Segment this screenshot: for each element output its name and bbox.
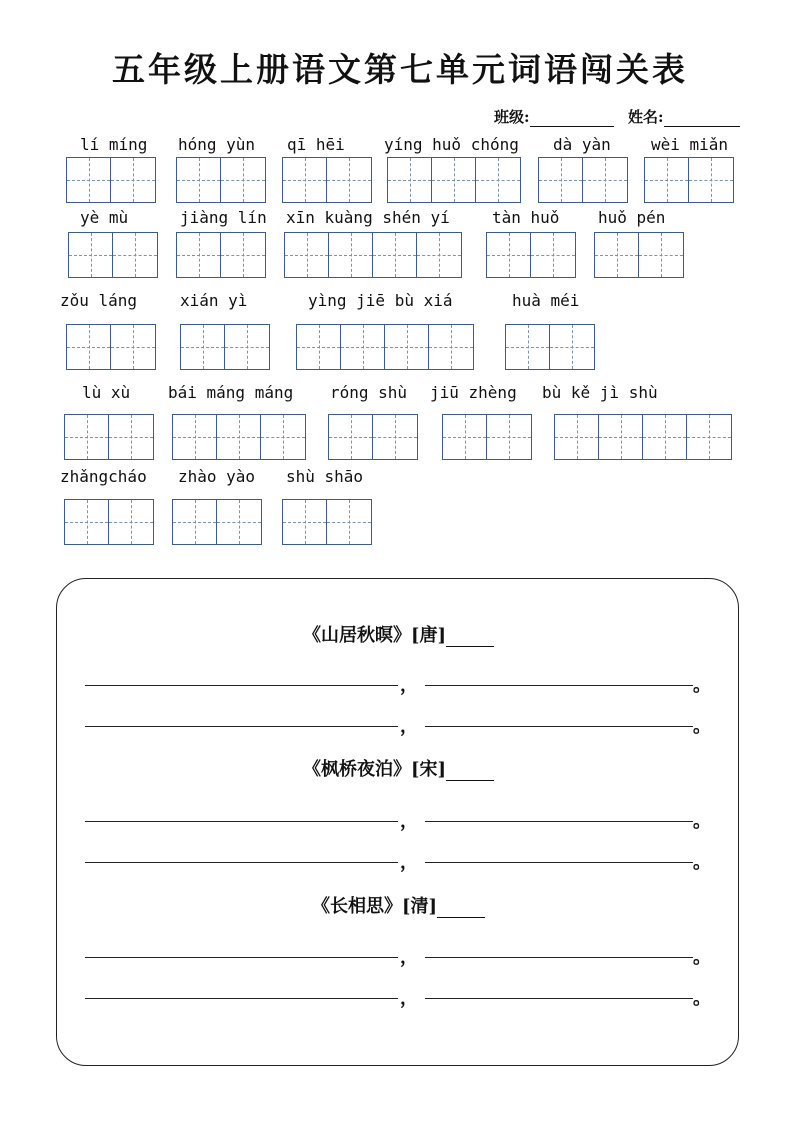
char-cell[interactable] bbox=[173, 500, 217, 544]
word-pinyin: jiàng lín bbox=[180, 208, 267, 227]
char-cell[interactable] bbox=[109, 500, 153, 544]
char-cell[interactable] bbox=[639, 233, 683, 277]
comma: ， bbox=[400, 716, 418, 737]
word-pinyin: xián yì bbox=[180, 291, 248, 310]
answer-line[interactable] bbox=[85, 726, 398, 727]
word-pinyin: shù shāo bbox=[286, 467, 364, 486]
period: 。 bbox=[693, 947, 711, 968]
answer-line[interactable] bbox=[425, 821, 693, 822]
char-cell[interactable] bbox=[432, 158, 476, 202]
char-box-group[interactable] bbox=[554, 414, 732, 460]
poem-title-text: 《山居秋暝》[唐] bbox=[302, 625, 447, 646]
char-box-group[interactable] bbox=[66, 324, 156, 370]
char-cell[interactable] bbox=[177, 233, 221, 277]
char-cell[interactable] bbox=[599, 415, 643, 459]
char-cell[interactable] bbox=[687, 415, 731, 459]
char-box-group[interactable] bbox=[64, 499, 154, 545]
char-box-group[interactable] bbox=[64, 414, 154, 460]
char-cell[interactable] bbox=[221, 233, 265, 277]
word-pinyin: yìng jiē bù xiá bbox=[308, 291, 453, 310]
period: 。 bbox=[693, 988, 711, 1009]
char-cell[interactable] bbox=[487, 233, 531, 277]
char-cell[interactable] bbox=[181, 325, 225, 369]
char-box-group[interactable] bbox=[176, 232, 266, 278]
char-box-group[interactable] bbox=[505, 324, 595, 370]
char-cell[interactable] bbox=[645, 158, 689, 202]
char-box-group[interactable] bbox=[442, 414, 532, 460]
char-cell[interactable] bbox=[69, 233, 113, 277]
name-label: 姓名: bbox=[628, 108, 664, 126]
char-cell[interactable] bbox=[595, 233, 639, 277]
word-pinyin: huǒ pén bbox=[598, 208, 666, 227]
word-pinyin: zǒu láng bbox=[60, 291, 138, 310]
word-pinyin: róng shù bbox=[330, 383, 408, 402]
period: 。 bbox=[693, 716, 711, 737]
char-box-group[interactable] bbox=[284, 232, 462, 278]
char-cell[interactable] bbox=[217, 500, 261, 544]
word-pinyin: bù kě jì shù bbox=[542, 383, 658, 402]
char-box-group[interactable] bbox=[387, 157, 521, 203]
char-cell[interactable] bbox=[583, 158, 627, 202]
char-cell[interactable] bbox=[327, 158, 371, 202]
char-box-group[interactable] bbox=[66, 157, 156, 203]
char-cell[interactable] bbox=[109, 415, 153, 459]
answer-line[interactable] bbox=[425, 685, 693, 686]
char-cell[interactable] bbox=[67, 325, 111, 369]
word-pinyin: jiū zhèng bbox=[430, 383, 517, 402]
poem-title bbox=[57, 621, 740, 647]
char-box-group[interactable] bbox=[486, 232, 576, 278]
char-box-group[interactable] bbox=[68, 232, 158, 278]
answer-line[interactable] bbox=[85, 957, 398, 958]
answer-line[interactable] bbox=[425, 862, 693, 863]
char-cell[interactable] bbox=[329, 233, 373, 277]
char-cell[interactable] bbox=[225, 325, 269, 369]
char-cell[interactable] bbox=[111, 158, 155, 202]
word-pinyin: qī hēi bbox=[287, 135, 345, 154]
class-field[interactable] bbox=[494, 106, 614, 127]
char-cell[interactable] bbox=[385, 325, 429, 369]
char-box-group[interactable] bbox=[172, 414, 306, 460]
answer-line[interactable] bbox=[425, 998, 693, 999]
char-cell[interactable] bbox=[297, 325, 341, 369]
char-cell[interactable] bbox=[111, 325, 155, 369]
class-label: 班级: bbox=[494, 108, 530, 126]
char-cell[interactable] bbox=[67, 158, 111, 202]
word-pinyin: lù xù bbox=[82, 383, 131, 402]
name-field[interactable] bbox=[628, 106, 740, 127]
char-cell[interactable] bbox=[443, 415, 487, 459]
answer-line[interactable] bbox=[85, 998, 398, 999]
char-cell[interactable] bbox=[417, 233, 461, 277]
char-cell[interactable] bbox=[429, 325, 473, 369]
char-box-group[interactable] bbox=[594, 232, 684, 278]
period: 。 bbox=[693, 852, 711, 873]
class-blank[interactable] bbox=[530, 111, 614, 127]
word-pinyin: yè mù bbox=[80, 208, 129, 227]
char-cell[interactable] bbox=[643, 415, 687, 459]
poem-title bbox=[57, 892, 740, 918]
word-pinyin: dà yàn bbox=[553, 135, 611, 154]
char-cell[interactable] bbox=[327, 500, 371, 544]
char-cell[interactable] bbox=[285, 233, 329, 277]
char-cell[interactable] bbox=[550, 325, 594, 369]
char-box-group[interactable] bbox=[282, 499, 372, 545]
word-pinyin: wèi miǎn bbox=[651, 135, 729, 154]
char-cell[interactable] bbox=[113, 233, 157, 277]
char-box-group[interactable] bbox=[328, 414, 418, 460]
poem-title-text: 《枫桥夜泊》[宋] bbox=[302, 759, 447, 780]
char-cell[interactable] bbox=[341, 325, 385, 369]
poet-blank[interactable] bbox=[446, 628, 494, 647]
char-box-group[interactable] bbox=[296, 324, 474, 370]
poem-title-text: 《长相思》[清] bbox=[311, 896, 438, 917]
comma: ， bbox=[400, 852, 418, 873]
answer-line[interactable] bbox=[425, 726, 693, 727]
answer-line[interactable] bbox=[85, 685, 398, 686]
char-cell[interactable] bbox=[531, 233, 575, 277]
char-cell[interactable] bbox=[65, 500, 109, 544]
char-box-group[interactable] bbox=[644, 157, 734, 203]
word-pinyin: zhǎngcháo bbox=[60, 467, 147, 486]
char-cell[interactable] bbox=[217, 415, 261, 459]
char-cell[interactable] bbox=[261, 415, 305, 459]
comma: ， bbox=[400, 675, 418, 696]
comma: ， bbox=[400, 811, 418, 832]
char-cell[interactable] bbox=[283, 158, 327, 202]
char-box-group[interactable] bbox=[176, 157, 266, 203]
char-cell[interactable] bbox=[329, 415, 373, 459]
word-pinyin: lí míng bbox=[80, 135, 148, 154]
comma: ， bbox=[400, 988, 418, 1009]
period: 。 bbox=[693, 675, 711, 696]
word-pinyin: bái máng máng bbox=[168, 383, 294, 402]
char-cell[interactable] bbox=[555, 415, 599, 459]
char-cell[interactable] bbox=[506, 325, 550, 369]
char-cell[interactable] bbox=[388, 158, 432, 202]
name-blank[interactable] bbox=[664, 111, 740, 127]
period: 。 bbox=[693, 811, 711, 832]
word-pinyin: zhào yào bbox=[178, 467, 256, 486]
char-cell[interactable] bbox=[373, 233, 417, 277]
comma: ， bbox=[400, 947, 418, 968]
char-cell[interactable] bbox=[65, 415, 109, 459]
word-pinyin: yíng huǒ chóng bbox=[384, 135, 519, 154]
poem-section bbox=[56, 578, 739, 1066]
poet-blank[interactable] bbox=[437, 899, 485, 918]
char-cell[interactable] bbox=[173, 415, 217, 459]
char-box-group[interactable] bbox=[538, 157, 628, 203]
char-box-group[interactable] bbox=[172, 499, 262, 545]
char-cell[interactable] bbox=[373, 415, 417, 459]
word-pinyin: xīn kuàng shén yí bbox=[286, 208, 450, 227]
page-title: 五年级上册语文第七单元词语闯关表 bbox=[112, 50, 688, 89]
char-cell[interactable] bbox=[221, 158, 265, 202]
poem-title bbox=[57, 755, 740, 781]
poet-blank[interactable] bbox=[446, 762, 494, 781]
char-cell[interactable] bbox=[487, 415, 531, 459]
char-cell[interactable] bbox=[689, 158, 733, 202]
answer-line[interactable] bbox=[85, 862, 398, 863]
char-cell[interactable] bbox=[177, 158, 221, 202]
char-cell[interactable] bbox=[476, 158, 520, 202]
word-pinyin: hóng yùn bbox=[178, 135, 256, 154]
answer-line[interactable] bbox=[85, 821, 398, 822]
char-box-group[interactable] bbox=[180, 324, 270, 370]
word-pinyin: huà méi bbox=[512, 291, 580, 310]
word-pinyin: tàn huǒ bbox=[492, 208, 560, 227]
answer-line[interactable] bbox=[425, 957, 693, 958]
char-box-group[interactable] bbox=[282, 157, 372, 203]
char-cell[interactable] bbox=[539, 158, 583, 202]
char-cell[interactable] bbox=[283, 500, 327, 544]
